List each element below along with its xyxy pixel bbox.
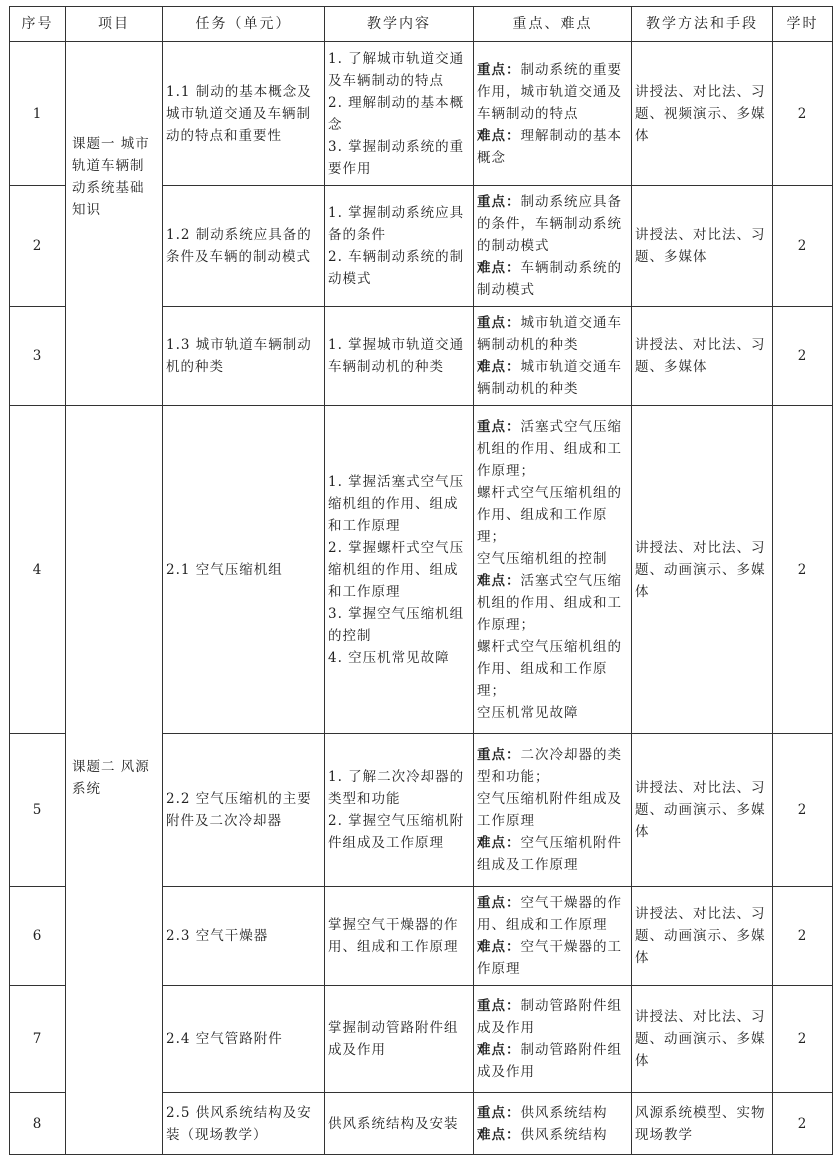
content-cell xyxy=(325,887,474,986)
header-method: 教学方法和手段 xyxy=(632,7,773,42)
key-text: 城市轨道交通车辆制动机的种类 xyxy=(477,315,622,353)
key-label: 重点： xyxy=(477,998,521,1014)
content-line: 2. 掌握螺杆式空气压缩机组的作用、组成和工作原理 xyxy=(328,539,465,600)
focus-cell xyxy=(474,42,632,186)
diff-text-extra: 空压机常见故障 xyxy=(477,704,579,721)
course-table xyxy=(9,6,833,1155)
method-cell: 讲授法、对比法、习题、动画演示、多媒体 xyxy=(632,734,773,887)
content-line: 1. 掌握制动系统应具备的条件 xyxy=(328,205,465,243)
hours-cell: 2 xyxy=(773,307,833,406)
project-cell xyxy=(66,406,163,1155)
row-no: 6 xyxy=(10,887,66,986)
content-line: 1. 掌握活塞式空气压缩机组的作用、组成和工作原理 xyxy=(328,473,465,534)
content-line: 4. 空压机常见故障 xyxy=(328,649,450,666)
project-cell xyxy=(66,42,163,406)
header-content: 教学内容 xyxy=(325,7,474,42)
method-cell: 讲授法、对比法、习题、视频演示、多媒体 xyxy=(632,42,773,186)
task-cell: 2.3 空气干燥器 xyxy=(163,887,325,986)
key-label: 重点： xyxy=(477,418,521,435)
method-cell: 讲授法、对比法、习题、动画演示、多媒体 xyxy=(632,406,773,734)
method-cell: 风源系统模型、实物现场教学 xyxy=(632,1093,773,1155)
hours-cell: 2 xyxy=(773,42,833,186)
diff-label: 难点： xyxy=(477,1042,521,1058)
focus-cell xyxy=(474,1093,632,1155)
row-no: 8 xyxy=(10,1093,66,1155)
content-line: 1. 掌握城市轨道交通车辆制动机的种类 xyxy=(328,337,465,375)
key-text: 供风系统结构 xyxy=(520,1104,608,1121)
key-label: 重点： xyxy=(477,315,521,331)
diff-text: 制动管路附件组成及作用 xyxy=(477,1042,622,1080)
diff-label: 难点： xyxy=(477,359,521,375)
content-line: 供风系统结构及安装 xyxy=(328,1115,459,1132)
key-text: 活塞式空气压缩机组的作用、组成和工作原理； xyxy=(477,418,622,479)
task-cell: 1.1 制动的基本概念及城市轨道交通及车辆制动的特点和重要性 xyxy=(163,42,325,186)
content-cell xyxy=(325,734,474,887)
hours-cell: 2 xyxy=(773,186,833,307)
focus-cell xyxy=(474,406,632,734)
diff-text: 理解制动的基本概念 xyxy=(477,127,622,166)
row-no: 1 xyxy=(10,42,66,186)
diff-text: 车辆制动系统的制动模式 xyxy=(477,260,622,298)
row-no: 4 xyxy=(10,406,66,734)
table-row xyxy=(10,42,833,186)
task-cell: 1.3 城市轨道车辆制动机的种类 xyxy=(163,307,325,406)
key-text-extra: 螺杆式空气压缩机组的作用、组成和工作原理； xyxy=(477,484,622,545)
method-cell: 讲授法、对比法、习题、动画演示、多媒体 xyxy=(632,986,773,1093)
table-row xyxy=(10,406,833,734)
key-label: 重点： xyxy=(477,1104,521,1121)
hours-cell: 2 xyxy=(773,887,833,986)
diff-label: 难点： xyxy=(477,127,521,144)
content-cell xyxy=(325,42,474,186)
task-cell: 2.1 空气压缩机组 xyxy=(163,406,325,734)
task-cell: 2.5 供风系统结构及安装（现场教学） xyxy=(163,1093,325,1155)
key-label: 重点： xyxy=(477,895,521,911)
key-text: 制动管路附件组成及作用 xyxy=(477,998,622,1036)
hours-cell: 2 xyxy=(773,734,833,887)
task-cell: 1.2 制动系统应具备的条件及车辆的制动模式 xyxy=(163,186,325,307)
focus-cell xyxy=(474,307,632,406)
hours-cell: 2 xyxy=(773,1093,833,1155)
method-cell: 讲授法、对比法、习题、多媒体 xyxy=(632,186,773,307)
method-cell: 讲授法、对比法、习题、动画演示、多媒体 xyxy=(632,887,773,986)
content-cell xyxy=(325,1093,474,1155)
diff-label: 难点： xyxy=(477,1126,521,1143)
header-project: 项目 xyxy=(66,7,163,42)
row-no: 7 xyxy=(10,986,66,1093)
key-text: 二次冷却器的类型和功能； xyxy=(477,747,622,785)
focus-cell xyxy=(474,887,632,986)
focus-cell xyxy=(474,986,632,1093)
row-no: 2 xyxy=(10,186,66,307)
hours-cell: 2 xyxy=(773,406,833,734)
content-cell xyxy=(325,307,474,406)
row-no: 5 xyxy=(10,734,66,887)
content-line: 2. 掌握空气压缩机附件组成及工作原理 xyxy=(328,813,465,851)
content-cell xyxy=(325,986,474,1093)
key-text: 制动系统的重要作用，城市轨道交通及车辆制动的特点 xyxy=(477,61,622,122)
project-name: 课题一 城市轨道车辆制动系统基础知识 xyxy=(72,136,150,218)
key-text: 空气干燥器的作用、组成和工作原理 xyxy=(477,895,622,933)
diff-text: 供风系统结构 xyxy=(520,1126,608,1143)
hours-cell: 2 xyxy=(773,986,833,1093)
content-line: 1. 了解城市轨道交通及车辆制动的特点 xyxy=(328,50,465,89)
focus-cell xyxy=(474,734,632,887)
content-line: 3. 掌握空气压缩机组的控制 xyxy=(328,605,465,644)
header-task: 任务（单元） xyxy=(163,7,325,42)
diff-label: 难点： xyxy=(477,939,521,955)
key-label: 重点： xyxy=(477,194,521,210)
focus-cell xyxy=(474,186,632,307)
diff-label: 难点： xyxy=(477,260,521,276)
content-line: 1. 了解二次冷却器的类型和功能 xyxy=(328,769,465,807)
content-line: 掌握制动管路附件组成及作用 xyxy=(328,1020,459,1058)
key-text-extra: 空气压缩机附件组成及工作原理 xyxy=(477,791,622,829)
row-no: 3 xyxy=(10,307,66,406)
diff-text: 空气压缩机附件组成及工作原理 xyxy=(477,835,622,873)
content-line: 掌握空气干燥器的作用、组成和工作原理 xyxy=(328,917,459,955)
content-cell xyxy=(325,406,474,734)
diff-label: 难点： xyxy=(477,572,521,589)
task-cell: 2.4 空气管路附件 xyxy=(163,986,325,1093)
content-cell xyxy=(325,186,474,307)
key-label: 重点： xyxy=(477,61,521,78)
key-label: 重点： xyxy=(477,747,521,763)
key-text-extra: 空气压缩机组的控制 xyxy=(477,550,608,567)
header-row xyxy=(10,7,833,42)
header-hours: 学时 xyxy=(773,7,833,42)
task-cell: 2.2 空气压缩机的主要附件及二次冷却器 xyxy=(163,734,325,887)
key-text: 制动系统应具备的条件，车辆制动系统的制动模式 xyxy=(477,194,622,254)
diff-text: 活塞式空气压缩机组的作用、组成和工作原理； xyxy=(477,572,622,633)
project-name: 课题二 风源系统 xyxy=(72,759,150,797)
diff-label: 难点： xyxy=(477,835,521,851)
diff-text-extra: 螺杆式空气压缩机组的作用、组成和工作原理； xyxy=(477,638,622,699)
diff-text: 城市轨道交通车辆制动机的种类 xyxy=(477,359,622,397)
diff-text: 空气干燥器的工作原理 xyxy=(477,939,622,977)
header-no: 序号 xyxy=(10,7,66,42)
header-focus: 重点、难点 xyxy=(474,7,632,42)
method-cell: 讲授法、对比法、习题、多媒体 xyxy=(632,307,773,406)
content-line: 3. 掌握制动系统的重要作用 xyxy=(328,138,465,177)
content-line: 2. 车辆制动系统的制动模式 xyxy=(328,249,465,287)
content-line: 2. 理解制动的基本概念 xyxy=(328,94,465,133)
